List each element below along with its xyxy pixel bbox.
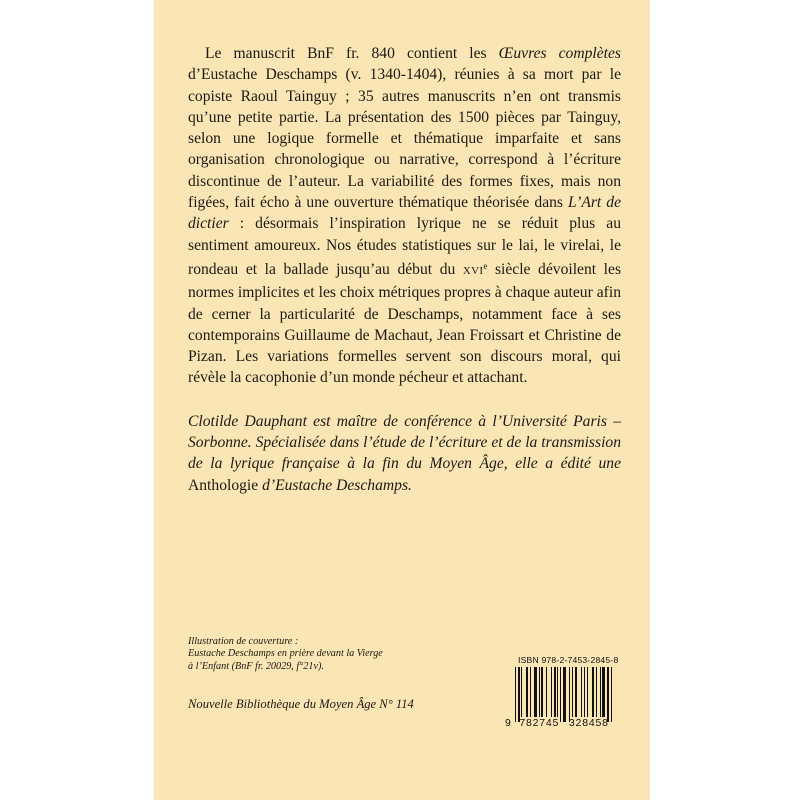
barcode-bar	[569, 667, 570, 722]
barcode-bar	[518, 667, 520, 722]
barcode-bar	[530, 667, 531, 717]
barcode-bar	[584, 667, 585, 717]
bio-title-anthologie: Anthologie	[188, 476, 259, 494]
bio-end: .	[408, 476, 412, 494]
barcode-bar	[592, 667, 594, 717]
barcode-bar	[515, 667, 516, 722]
barcode-bar	[554, 667, 556, 717]
summary-text-3: : désormais l’inspiration lyrique ne se réduit plus au sentiment amoureux. Nos études statistiques sur le lai, le virelai, le rondeau et la ballade jusqu’au début du	[188, 215, 621, 278]
barcode-bar	[611, 667, 612, 722]
series-title: Nouvelle Bibliothèque du Moyen Âge N° 114	[188, 697, 414, 711]
barcode-bar	[541, 667, 543, 717]
barcode-bar	[521, 667, 522, 717]
barcode-bar	[596, 667, 597, 717]
barcode-bar	[563, 667, 566, 722]
bio-text-2: d’	[258, 476, 276, 494]
barcode-bar	[600, 667, 601, 717]
back-cover-text	[188, 43, 621, 496]
barcode-bar	[557, 667, 558, 717]
barcode-bar	[587, 667, 588, 717]
illustration-credit-line-3: à l’Enfant (BnF fr. 20029, f°21v).	[188, 660, 324, 672]
barcode-bar	[539, 667, 540, 717]
barcode-digits-left: 782745	[519, 717, 560, 729]
summary-text-4: siècle dévoilent les normes implicites et les choix métriques propres à chaque auteur afin de cerner la particularité de Deschamps, notamment face à ses contemporains Guillaume de Machaut, Jean Froissart et Christine de Pizan. Les variations formelles servent son discours moral, qui révèle la cacophonie d’un monde pécheur et attachant.	[188, 260, 622, 387]
barcode-bar	[572, 667, 573, 717]
barcode-bar	[551, 667, 552, 717]
summary-title-oeuvres: Œuvres complètes	[498, 45, 621, 62]
isbn-label: ISBN 978-2-7453-2845-8	[518, 655, 619, 665]
barcode-bars	[515, 667, 621, 722]
barcode-bar	[560, 667, 561, 722]
barcode-bar	[526, 667, 528, 717]
summary-text-1: Le manuscrit BnF fr. 840 contient les	[205, 45, 499, 62]
isbn-barcode	[505, 655, 623, 735]
summary-title-art-de-dictier: L’Art de dictier	[188, 194, 621, 233]
barcode-bar	[602, 667, 605, 717]
barcode-bar	[546, 667, 547, 717]
bio-title-deschamps: Eustache Deschamps	[275, 476, 409, 494]
barcode-bar	[575, 667, 577, 717]
summary-century: XVI	[462, 264, 484, 277]
barcode-digits	[505, 717, 623, 729]
author-bio	[188, 411, 621, 496]
summary-century-sup: e	[483, 260, 488, 271]
illustration-credit	[188, 636, 448, 673]
summary-text-2: d’Eustache Deschamps (v. 1340-1404), réunies à sa mort par le copiste Raoul Tainguy ; 35 autres manuscrits n’en ont transmis qu’une petite partie. La présentation des 1500 pièces par Tainguy, selon une logique formelle et thématique imparfaite et sans organisation chronologique ou narrative, correspond à l’écriture discontinue de l’auteur. La variabilité des formes fixes, mais non figées, fait écho à une ouverture thématique théorisée dans	[188, 66, 621, 212]
illustration-credit-line-1: Illustration de couverture :	[188, 636, 299, 647]
barcode-digits-right: 328458	[568, 717, 609, 729]
barcode-bar	[607, 667, 609, 722]
barcode-bar	[581, 667, 582, 717]
summary-paragraph	[188, 43, 621, 389]
bio-text: Clotilde Dauphant est maître de conférence à l’Université Paris – Sorbonne. Spécialisée dans l’étude de l’écriture et de la transmission de la lyrique française à la fin du Moyen Âge, elle a édité une	[188, 412, 621, 473]
illustration-credit-line-2: Eustache Deschamps en prière devant la Vierge	[188, 648, 383, 660]
barcode-digit-first: 9	[505, 717, 512, 729]
barcode-bar	[534, 667, 537, 717]
